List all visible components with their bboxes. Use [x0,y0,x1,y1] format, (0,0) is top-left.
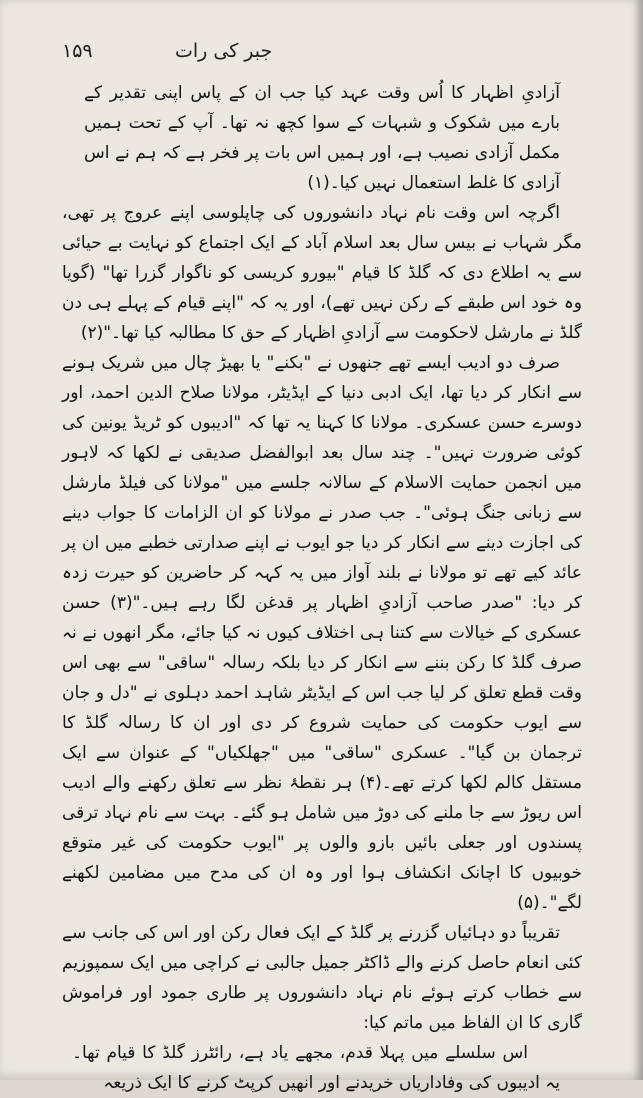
page-edge-shadow [633,0,643,1080]
page-header [0,30,643,70]
quoted-paragraph-1: آزادیِ اظہار کا اُس وقت عہد کیا جب ان کے پاس اپنی تقدیر کے بارے میں شکوک و شبہات کے سوا کچھ نہ تھا۔ آپ کے تحت ہمیں مکمل آزادی نصیب ہے، اور ہمیں اس بات پر فخر ہے کہ ہم نے اس آزادی کا غلط استعمال نہیں کیا۔(۱) [84,83,560,193]
paragraph-3: صرف دو ادیب ایسے تھے جنھوں نے "بکنے" یا بھیڑ چال میں شریک ہونے سے انکار کر دیا تھا، ایک ادبی دنیا کے ایڈیٹر، مولانا صلاح الدین احمد، اور دوسرے حسن عسکری۔ مولانا کا کہنا یہ تھا کہ "ادیبوں کو ٹریڈ یونین کی کوئی ضرورت نہیں"۔ چند سال بعد ابوالفضل صدیقی نے لکھا کہ لاہور میں انجمن حمایت الاسلام کے سالانہ جلسے میں "مولانا کی فیلڈ مارشل سے زبانی جنگ ہوئی"۔ جب صدر نے مولانا کو ان الزامات کا جواب دینے کی اجازت دینے سے انکار کر دیا جو ایوب نے اپنے صدارتی خطبے میں ان پر عائد کیے تھے تو مولانا نے بلند آواز میں یہ کہہ کر حاضرین کو حیرت زدہ کر دیا: "صدر صاحب آزادیِ اظہار پر قدغن لگا رہے ہیں۔"(۳) حسن عسکری کے خیالات سے کتنا ہی اختلاف کیوں نہ کیا جائے، مگر انھوں نے نہ صرف گلڈ کا رکن بننے سے انکار کر دیا بلکہ رسالہ "ساقی" سے بھی اس وقت قطع تعلق کر لیا جب اس کے ایڈیٹر شاہد احمد دہلوی نے "دل و جان سے ایوب حکومت کی حمایت شروع کر دی اور ان کا رسالہ گلڈ کا ترجمان بن گیا"۔ عسکری "ساقی" میں "جھلکیاں" کے عنوان سے ایک مستقل کالم لکھا کرتے تھے۔(۴) ہر نقطۂ نظر سے تعلق رکھنے والے ادیب اس ریوڑ سے جا ملنے کی دوڑ میں شامل ہو گئے۔ بہت سے نام نہاد ترقی پسندوں اور جعلی بائیں بازو والوں پر "ایوب حکومت کی غیر متوقع خوبیوں کا اچانک انکشاف ہوا اور وہ ان کی مدح میں مضامین لکھنے لگے"۔(۵) [62,353,583,913]
body-text [62,78,582,1098]
block-quote-start: اس سلسلے میں پہلا قدم، مجھے یاد ہے، رائٹرز گلڈ کا قیام تھا۔ یہ ادیبوں کی وفاداریاں خریدنے اور انھیں کرپٹ کرنے کا ایک ذریعہ [72,1043,560,1093]
paragraph-2: اگرچہ اس وقت نام نہاد دانشوروں کی چاپلوسی اپنے عروج پر تھی، مگر شہاب نے بیس سال بعد اسلام آباد کے ایک اجتماع کو نہایت بے حیائی سے یہ اطلاع دی کہ گلڈ کا قیام "بیورو کریسی کو ناگوار گزرا تھا" (گویا وہ خود اس طبقے کے رکن نہیں تھے)، اور یہ کہ "اپنے قیام کے پہلے ہی دن گلڈ نے مارشل لاحکومت سے آزادیِ اظہار کے حق کا مطالبہ کیا تھا۔"(۲) [62,203,582,343]
page-number: ۱۵۹ [62,40,93,62]
paragraph-4: تقریباً دو دہائیاں گزرنے پر گلڈ کے ایک فعال رکن اور اس کی جانب سے کئی انعام حاصل کرنے والے ڈاکٹر جمیل جالبی نے کراچی میں ایک سمپوزیم سے خطاب کرتے ہوئے نام نہاد دانشوروں پر طاری جمود اور فراموش گاری کا ان الفاظ میں ماتم کیا: [62,923,582,1033]
running-title: جبر کی رات [175,40,273,62]
